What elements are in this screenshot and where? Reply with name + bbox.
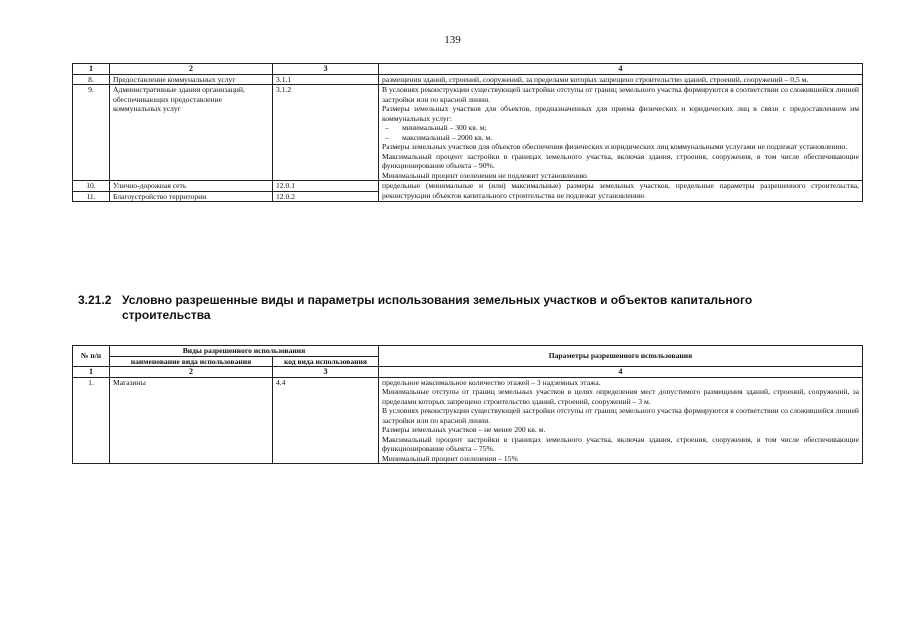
header-cell: 1 [73, 367, 110, 378]
section-number: 3.21.2 [78, 293, 112, 307]
header-cell: 2 [110, 367, 273, 378]
use-name: Благоустройство территории [110, 191, 273, 202]
use-code: 3.1.2 [273, 85, 379, 181]
use-code: 3.1.1 [273, 74, 379, 85]
use-params-merged: предельные (минимальные и (или) максимальные) размеры земельных участков, предельные параметры разрешенного строительства, реконструкции объектов капитального строительства не подлежат установлению [379, 181, 863, 202]
page-number: 139 [444, 34, 461, 46]
use-name: Предоставление коммунальных услуг [110, 74, 273, 85]
row-number: 9. [73, 85, 110, 181]
param-list-item: – минимальный – 300 кв. м; [382, 123, 859, 133]
header-cell: 3 [273, 367, 379, 378]
conditional-uses-table [72, 345, 863, 464]
group-header: Виды разрешенного использования [110, 346, 379, 357]
param-text: Максимальный процент застройки в границах земельного участка, включая здания, строения, сооружения, в том числе обеспечивающие функционирование объекта – 75%. [382, 434, 859, 453]
table-row [73, 377, 863, 464]
table-header-row [73, 346, 863, 357]
col-params-header: Параметры разрешенного использования [379, 346, 863, 367]
param-text: Максимальный процент застройки в границах земельного участка, включая здания, строения, сооружения, в том числе обеспечивающие функционирование объекта – 90%. [382, 151, 859, 170]
param-list-item: – максимальный – 2000 кв. м. [382, 133, 859, 143]
section-title-line1: Условно разрешенные виды и параметры использования земельных участков и объектов капитального [122, 293, 753, 307]
section-title-line2: строительства [122, 308, 211, 322]
param-text: Минимальные отступы от границ земельных участков в целях определения мест допустимого размещения зданий, строений, сооружений, за пределами которых запрещено строительство зданий, строений, сооружений – 3 м. [382, 387, 859, 406]
header-cell: 4 [379, 367, 863, 378]
header-cell: 3 [273, 64, 379, 75]
use-code: 12.0.2 [273, 191, 379, 202]
permitted-uses-table [72, 63, 863, 202]
table-row [73, 74, 863, 85]
row-number: 1. [73, 377, 110, 464]
use-params: размещения зданий, строений, сооружений, за пределами которых запрещено строительство зданий, строений, сооружений – 0,5 м. [379, 74, 863, 85]
use-params [379, 85, 863, 181]
use-params [379, 377, 863, 464]
header-cell: 1 [73, 64, 110, 75]
table-index-row [73, 367, 863, 378]
row-number: 11. [73, 191, 110, 202]
param-text: Минимальный процент озеленения не подлежит установлению [382, 170, 587, 180]
header-cell: 2 [110, 64, 273, 75]
param-text: В условиях реконструкции существующей застройки отступы от границ земельного участка формируются в соответствии со сложившейся линией застройки или по красной линии. [382, 406, 859, 425]
use-code: 4.4 [273, 377, 379, 464]
header-cell: 4 [379, 64, 863, 75]
param-text: Размеры земельных участков – не менее 200 кв. м. [382, 425, 546, 434]
param-text: В условиях реконструкции существующей застройки отступы от границ земельного участка формируются в соответствии со сложившейся линией застройки или по красной линии. [382, 85, 859, 104]
table-row [73, 85, 863, 181]
use-name: Улично-дорожная сеть [110, 181, 273, 192]
row-number: 10. [73, 181, 110, 192]
row-number: 8. [73, 74, 110, 85]
section-heading [78, 293, 868, 323]
use-name: Магазины [110, 377, 273, 464]
table-row [73, 181, 863, 192]
col-name-header: наименование вида использования [110, 356, 273, 367]
col-code-header: код вида использования [273, 356, 379, 367]
col-number-header: № п/п [73, 346, 110, 367]
param-text: Минимальный процент озеленения – 15% [382, 453, 518, 463]
table-header-row [73, 64, 863, 75]
param-text: Размеры земельных участков для объектов обеспечения физических и юридических лиц коммунальными услугами не подлежат установлению. [382, 142, 848, 151]
use-code: 12.0.1 [273, 181, 379, 192]
param-text: предельное максимальное количество этажей – 3 надземных этажа. [382, 377, 601, 387]
param-text: Размеры земельных участков для объектов, предназначенных для приема физических и юридических лиц в связи с предоставлением им коммунальных услуг: [382, 104, 859, 123]
use-name: Административные здания организаций, обеспечивающих предоставление коммунальных услуг [110, 85, 273, 181]
